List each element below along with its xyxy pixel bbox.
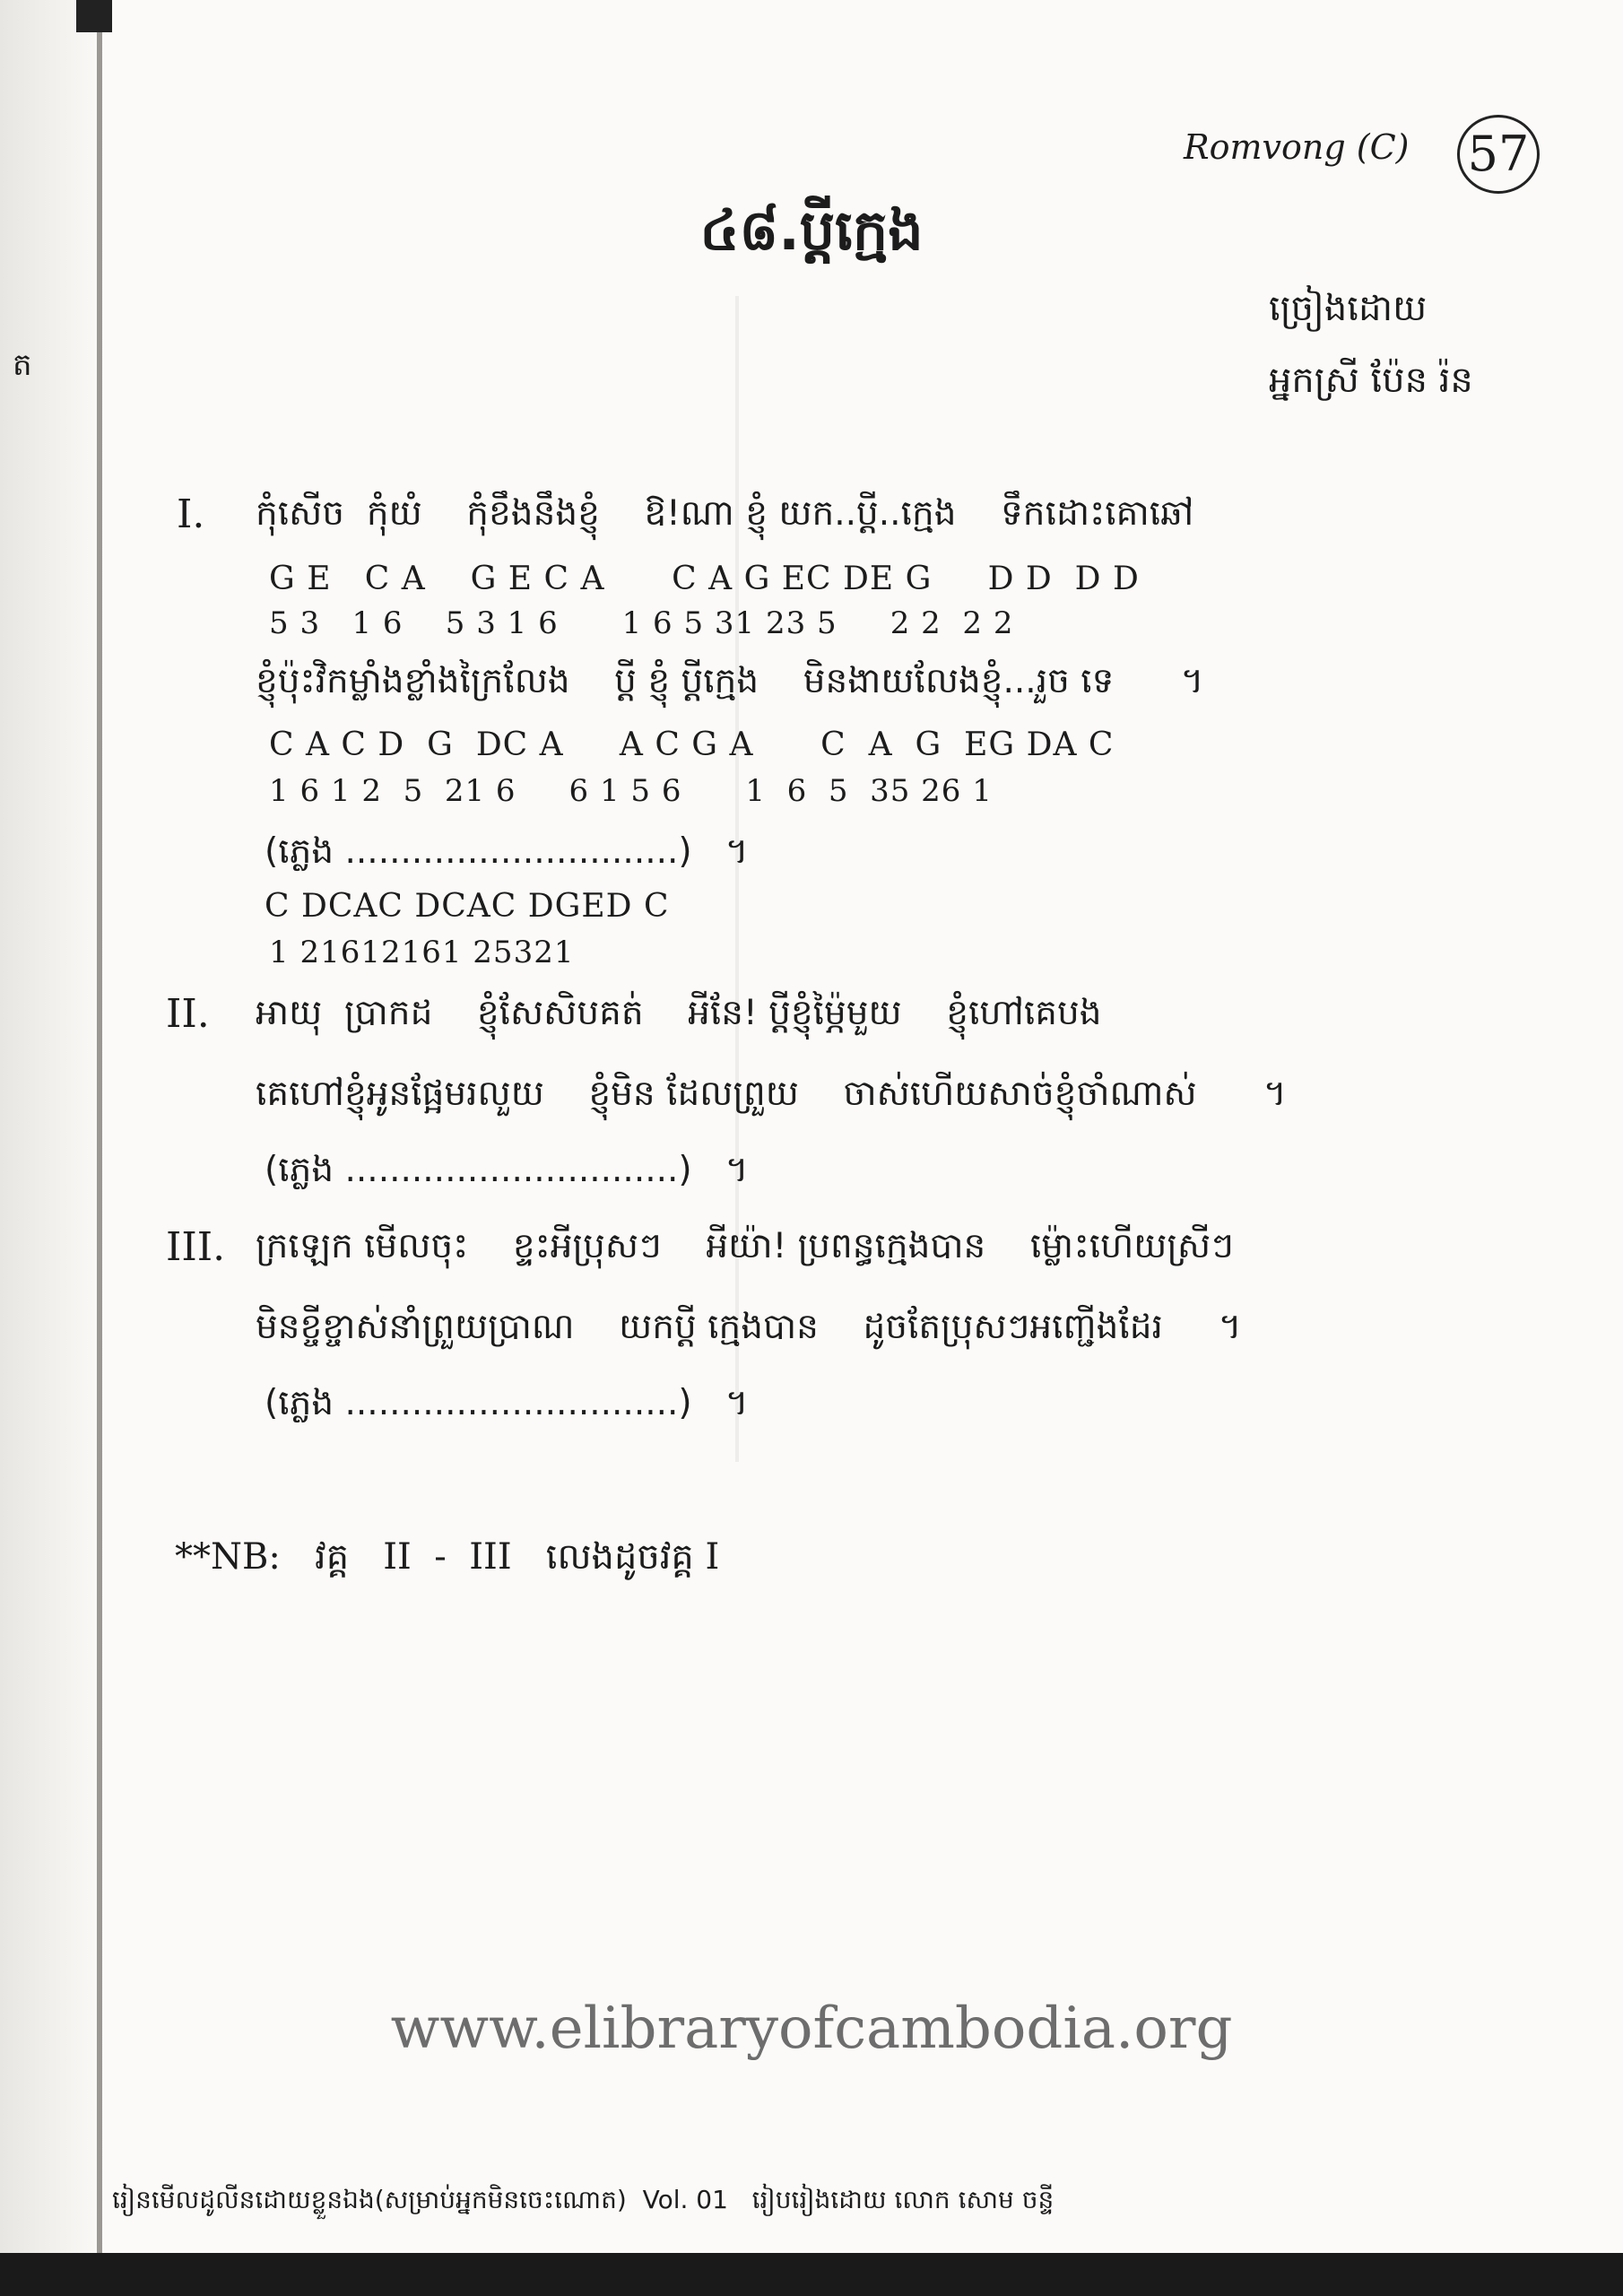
song-title: ៤៨.ប្ដីក្មេង [699, 197, 924, 263]
scan-bottom-edge [0, 2253, 1623, 2296]
page-footer: រៀនមើលដូលីនដោយខ្លួនឯង(សម្រាប់អ្នកមិនចេះណោត) Vol. 01 រៀបរៀងដោយ លោក សោម ចន្ទី [112, 2185, 1055, 2214]
page-number: 57 [1457, 115, 1540, 194]
interlude-note-letters: C DCAC DCAC DGED C [265, 888, 670, 925]
performance-note: **NB: វគ្គ II - III លេងដូចវគ្គ I [175, 1536, 720, 1578]
book-spine-shadow [0, 0, 106, 2296]
lyric-line: ខ្ញុំប៉ុះវិកម្លាំងខ្លាំងក្រៃលែង ប្ដី ខ្ញុំ ប្ដីក្មេង មិនងាយលែងខ្ញុំ...រួច ទេ ។ [256, 661, 1204, 701]
lyric-line: គេហៅខ្ញុំអូនផ្អែមរលួយ ខ្ញុំមិន ដែលព្រួយ ចាស់ហើយសាច់ខ្ញុំចាំណាស់ ។ [256, 1074, 1287, 1114]
note-letters: G E C A G E C A C A G EC DE G D D D D [269, 561, 1140, 597]
interlude-line: (ភ្លេង ..............................) ។ [265, 1383, 749, 1423]
section-numeral-2: II. [166, 991, 210, 1037]
lyric-line: កុំសើច កុំយំ កុំខឹងនឹងខ្ញុំ ឱ!ណា ខ្ញុំ យក..ប្ដី..ក្មេង ទឹកដោះគោឆៅ [256, 493, 1194, 534]
lyric-line: មិនខ្ចីខ្ចាស់នាំព្រួយប្រាណ យកប្ដី ក្មេងបាន ដូចតែប្រុសៗអញ្ជើងដែរ ។ [256, 1307, 1242, 1347]
watermark-url: www.elibraryofcambodia.org [390, 1996, 1233, 2062]
author-label: ច្រៀងដោយ [1269, 288, 1428, 329]
interlude-note-numbers: 1 21612161 25321 [269, 935, 575, 970]
lyric-line: អាយុ ប្រាកដ ខ្ញុំសែសិបគត់ អីនែ! ប្ដីខ្ញុំម៉្ភៃមួយ ខ្ញុំហៅគេបង [256, 993, 1102, 1033]
song-style-label: Romvong (C) [1184, 127, 1410, 167]
book-binding-line [97, 0, 102, 2296]
section-numeral-3: III. [166, 1224, 226, 1270]
binding-corner-mark [76, 0, 112, 32]
lyric-line: ក្រឡេក មើលចុះ ខ្ទះអីប្រុសៗ អីយ៉ា! ប្រពន្ធក្មេងបាន ម៉្លោះហើយស្រីៗ [256, 1226, 1234, 1266]
interlude-line: (ភ្លេង ..............................) ។ [265, 831, 749, 872]
note-letters: C A C D G DC A A C G A C A G EG DA C [269, 726, 1115, 763]
note-numbers: 1 6 1 2 5 21 6 6 1 5 6 1 6 5 35 26 1 [269, 773, 993, 809]
bleed-through-shadow [735, 296, 1420, 1462]
note-numbers: 5 3 1 6 5 3 1 6 1 6 5 31 23 5 2 2 2 2 [269, 605, 1014, 641]
margin-character: ត [13, 347, 32, 383]
section-numeral-1: I. [177, 491, 205, 537]
author-name: អ្នកស្រី ប៉ែន រ៉ន [1269, 360, 1473, 401]
interlude-line: (ភ្លេង ..............................) ។ [265, 1150, 749, 1190]
